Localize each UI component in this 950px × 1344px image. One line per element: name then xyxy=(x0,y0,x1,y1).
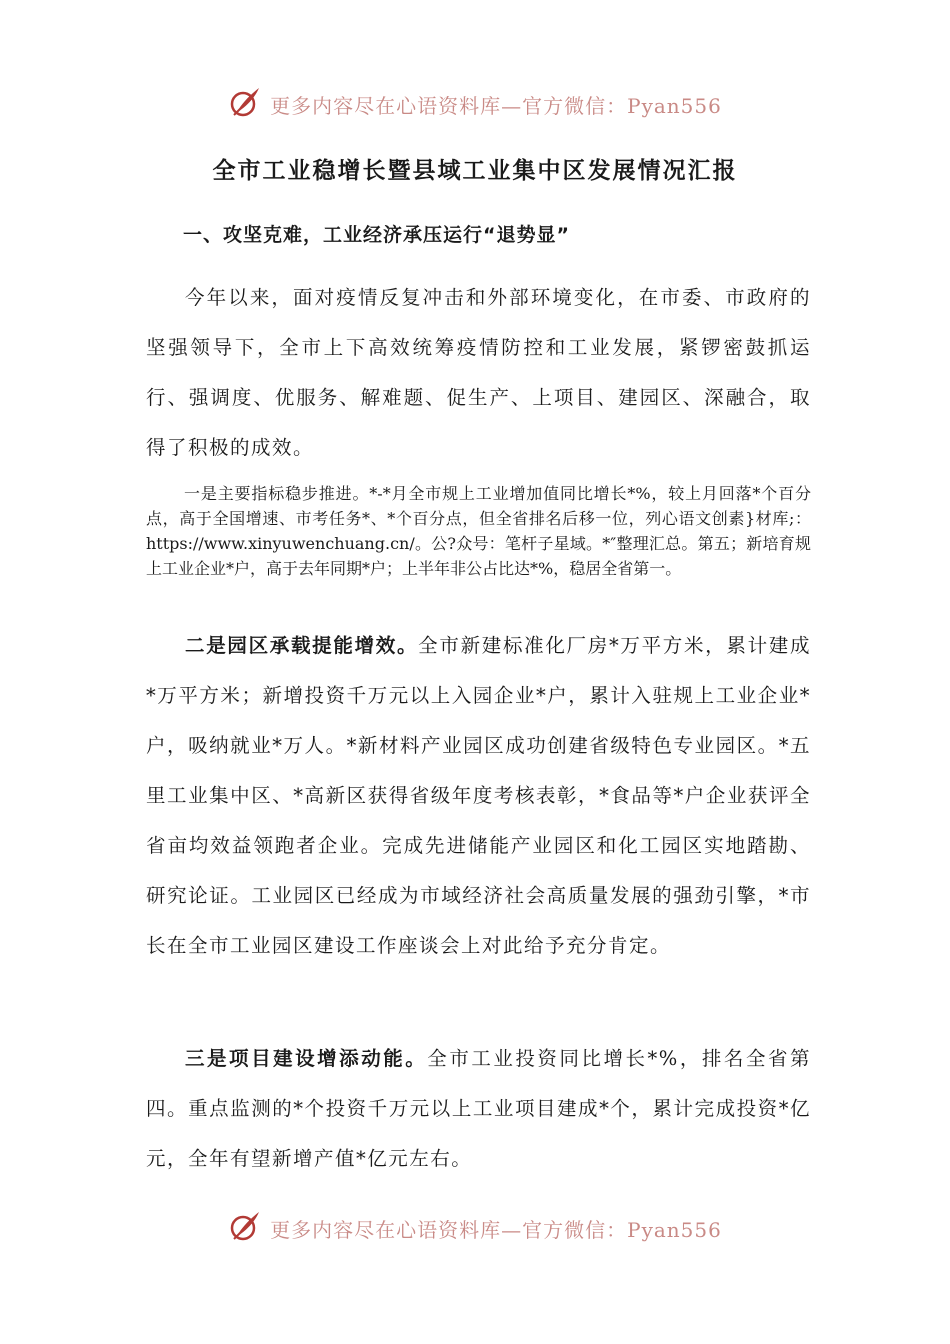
point2-lead: 二是园区承载提能增效。 xyxy=(185,634,419,657)
point3-lead: 三是项目建设增添动能。 xyxy=(185,1047,428,1070)
point3-paragraph xyxy=(146,1034,811,1184)
point3-body: 全市工业投资同比增长*%，排名全省第四。重点监测的*个投资千万元以上工业项目建成*个，累计完成投资*亿元，全年有望新增产值*亿元左右。 xyxy=(146,1047,811,1170)
footer-banner xyxy=(0,1208,950,1248)
section-heading: 一、攻坚克难，工业经济承压运行“退势显” xyxy=(183,224,570,246)
quill-logo-icon xyxy=(228,85,262,123)
point2-body: 全市新建标准化厂房*万平方米，累计建成*万平方米；新增投资千万元以上入园企业*户，累计入驻规上工业企业*户，吸纳就业*万人。*新材料产业园区成功创建省级特色专业园区。*五里工业集中区、*高新区获得省级年度考核表彰，*食品等*户企业获评全省亩均效益领跑者企业。完成先进储能产业园区和化工园区实地踏勘、研究论证。工业园区已经成为市域经济社会高质量发展的强劲引擎，*市长在全市工业园区建设工作座谈会上对此给予充分肯定。 xyxy=(146,634,811,957)
quill-logo-icon xyxy=(228,1209,262,1247)
point2-paragraph xyxy=(146,621,811,971)
intro-paragraph: 今年以来，面对疫情反复冲击和外部环境变化，在市委、市政府的坚强领导下，全市上下高效统筹疫情防控和工业发展，紧锣密鼓抓运行、强调度、优服务、解难题、促生产、上项目、建园区、深融合，取得了积极的成效。 xyxy=(146,286,811,459)
header-banner xyxy=(0,84,950,124)
banner-text: 更多内容尽在心语资料库—官方微信：Pyan556 xyxy=(270,1217,722,1242)
point1-paragraph: 一是主要指标稳步推进。*-*月全市规上工业增加值同比增长*%，较上月回落*个百分点，高于全国增速、市考任务*、*个百分点，但全省排名后移一位，列心语文创素}材库;：https://www.xinyuwenchuang.cn/。公?众号：笔杆子星域。*″整理汇总。第五；新培育规上工业企业*户，高于去年同期*户；上半年非公占比达*%，稳居全省第一。 xyxy=(146,484,811,578)
document-title: 全市工业稳增长暨县域工业集中区发展情况汇报 xyxy=(212,158,738,184)
banner-text: 更多内容尽在心语资料库—官方微信：Pyan556 xyxy=(270,93,722,118)
